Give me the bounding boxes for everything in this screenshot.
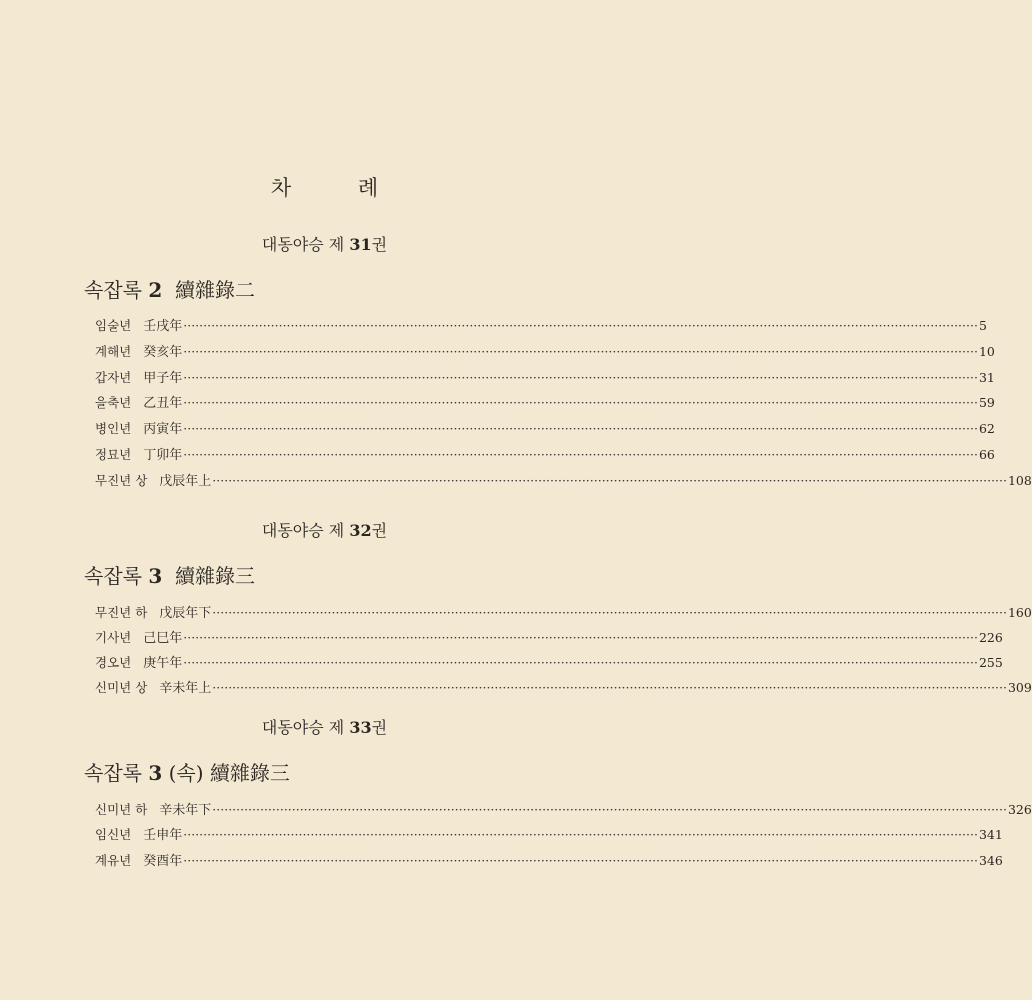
toc-entry[interactable]: 계유년 癸酉年 ········································································································································································································ 346 (95, 853, 1003, 869)
toc-entry[interactable]: 갑자년 甲子年 ········································································································································································································ 31 (95, 370, 995, 386)
leader-dots: ········································································································································································································ (183, 853, 978, 868)
leader-dots: ········································································································································································································ (183, 318, 978, 333)
section-hanja: 續雜錄二 (174, 278, 255, 302)
toc-entry[interactable]: 신미년 하 辛未年下 ········································································································································································································ 326 (95, 802, 1032, 818)
section-hanja: 續雜錄三 (209, 761, 290, 785)
leader-dots: ········································································································································································································ (183, 655, 978, 670)
toc-entry[interactable]: 무진년 하 戊辰年下 ········································································································································································································ 160 (95, 605, 1032, 621)
toc-entry[interactable]: 신미년 상 辛未年上 ········································································································································································································ 309 (95, 680, 1032, 696)
volume-number: 31 (349, 235, 372, 254)
volume-number: 33 (349, 718, 372, 737)
section-extra: (속) (168, 761, 204, 785)
toc-entry[interactable]: 임신년 壬申年 ········································································································································································································ 341 (95, 827, 1003, 843)
volume-number: 32 (349, 521, 372, 540)
leader-dots: ········································································································································································································ (212, 802, 1007, 817)
toc-entry[interactable]: 병인년 丙寅年 ········································································································································································································ 62 (95, 421, 995, 437)
volume-suffix: 권 (371, 521, 388, 540)
section-heading (84, 274, 255, 303)
leader-dots: ········································································································································································································ (183, 344, 978, 359)
page-title: 차 례 (270, 176, 409, 200)
volume-heading-32 (0, 518, 649, 541)
leader-dots: ········································································································································································································ (212, 605, 1007, 620)
leader-dots: ········································································································································································································ (183, 370, 978, 385)
leader-dots: ········································································································································································································ (183, 421, 978, 436)
section-number: 3 (148, 761, 163, 785)
leader-dots: ········································································································································································································ (183, 447, 978, 462)
volume-suffix: 권 (371, 235, 388, 254)
section-heading (84, 560, 255, 589)
volume-prefix: 대동야승 제 (261, 521, 345, 540)
section-number: 2 (148, 278, 163, 302)
leader-dots: ········································································································································································································ (212, 680, 1007, 695)
volume-prefix: 대동야승 제 (261, 718, 345, 737)
section-kr: 속잡록 (84, 278, 142, 302)
volume-suffix: 권 (371, 718, 388, 737)
section-number: 3 (148, 564, 163, 588)
volume-heading-33 (0, 715, 649, 738)
toc-entry[interactable]: 정묘년 丁卯年 ········································································································································································································ 66 (95, 447, 995, 463)
toc-entry[interactable]: 무진년 상 戊辰年上 ········································································································································································································ 108 (95, 473, 1032, 489)
toc-entry[interactable]: 임술년 壬戌年 ········································································································································································································ 5 (95, 318, 987, 334)
toc-entry[interactable]: 경오년 庚午年 ········································································································································································································ 255 (95, 655, 1003, 671)
volume-heading-31 (0, 232, 649, 255)
toc-entry[interactable]: 기사년 己巳年 ········································································································································································································ 226 (95, 630, 1003, 646)
section-kr: 속잡록 (84, 761, 142, 785)
leader-dots: ········································································································································································································ (183, 630, 978, 645)
volume-prefix: 대동야승 제 (261, 235, 345, 254)
leader-dots: ········································································································································································································ (183, 827, 978, 842)
toc-entry[interactable]: 을축년 乙丑年 ········································································································································································································ 59 (95, 395, 995, 411)
leader-dots: ········································································································································································································ (212, 473, 1007, 488)
section-heading (84, 757, 290, 786)
section-kr: 속잡록 (84, 564, 142, 588)
toc-entry[interactable]: 계해년 癸亥年 ········································································································································································································ 10 (95, 344, 995, 360)
leader-dots: ········································································································································································································ (183, 395, 978, 410)
section-hanja: 續雜錄三 (174, 564, 255, 588)
